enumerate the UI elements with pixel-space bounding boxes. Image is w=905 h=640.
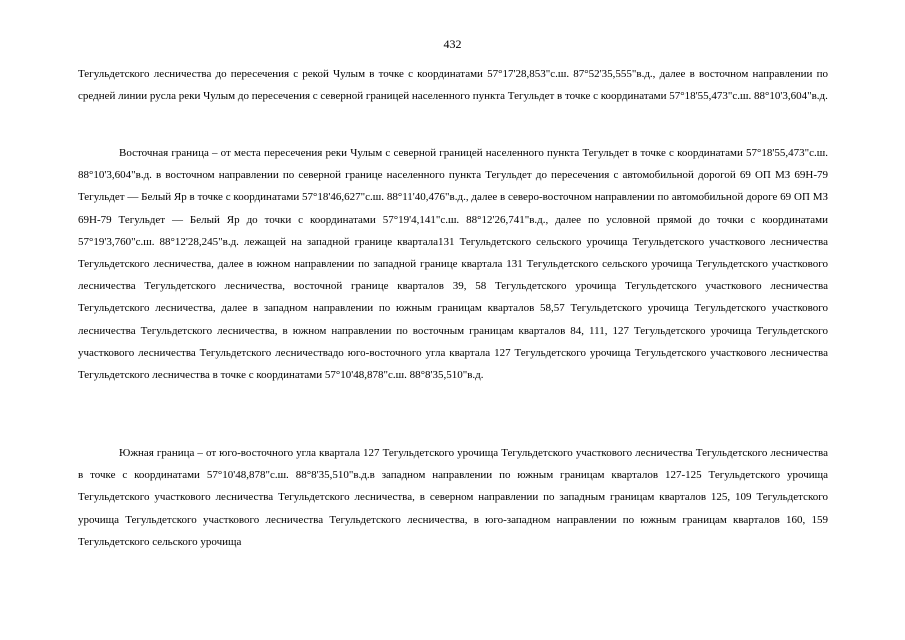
paragraph-continuation: Тегульдетского лесничества до пересечения с рекой Чулым в точке с координатами 57°17'28,853"с.ш. 87°52'35,555"в.д., далее в восточном направлении по средней линии русла реки Чулым до пересечения с северной границей населенного пункта Тегульдет в точке с координатами 57°18'55,473"с.ш. 88°10'3,604"в.д. — [78, 68, 828, 103]
paragraph-east-boundary: Восточная граница – от места пересечения реки Чулым с северной границей населенного пункта Тегульдет в точке с координатами 57°18'55,473"с.ш. 88°10'3,604"в.д. в восточном направлении по северной границе населенного пункта Тегульдет до пересечения с автомобильной дорогой 69 ОП МЗ 69Н-79 Тегульдет — Белый Яр в точке с координатами 57°18'46,627"с.ш. 88°11'40,476"в.д., далее в северо-восточном направлении по автомобильной дороге 69 ОП МЗ 69Н-79 Тегульдет — Белый Яр до точки с координатами 57°19'4,141"с.ш. 88°12'26,741"в.д., далее по условной прямой до точки с координатами 57°19'3,760"с.ш. 88°12'28,245"в.д. лежащей на западной границе квартала131 Тегульдетского сельского урочища Тегульдетского участкового лесничества Тегульдетского лесничества, далее в южном направлении по западной границе квартала 131 Тегульдетского сельского урочища Тегульдетского участкового лесничества Тегульдетского лесничества, восточной границе кварталов 39, 58 Тегульдетского урочища Тегульдетского участкового лесничества Тегульдетского лесничества, далее в западном направлении по южным границам кварталов 58,57 Тегульдетского урочища Тегульдетского участкового лесничества Тегульдетского лесничества, в южном направлении по восточным границам кварталов 84, 111, 127 Тегульдетского урочища Тегульдетского участкового лесничества Тегульдетского лесничествадо юго-восточного угла квартала 127 Тегульдетского урочища Тегульдетского участкового лесничества Тегульдетского лесничества в точке с координатами 57°10'48,878"с.ш. 88°8'35,510"в.д. — [78, 147, 828, 382]
page-number: 432 — [443, 37, 462, 51]
paragraph-south-boundary: Южная граница – от юго-восточного угла квартала 127 Тегульдетского урочища Тегульдетского участкового лесничества Тегульдетского лесничества в точке с координатами 57°10'48,878"с.ш. 88°8'35,510"в.д.в западном направлении по южным границам кварталов 127-125 Тегульдетского урочища Тегульдетского участкового лесничества Тегульдетского лесничества, в северном направлении по западным границам кварталов 125, 109 Тегульдетского урочища Тегульдетского участкового лесничества Тегульдетского лесничества, в юго-западном направлении по южным границам кварталов 160, 159 Тегульдетского сельского урочища — [78, 447, 828, 548]
